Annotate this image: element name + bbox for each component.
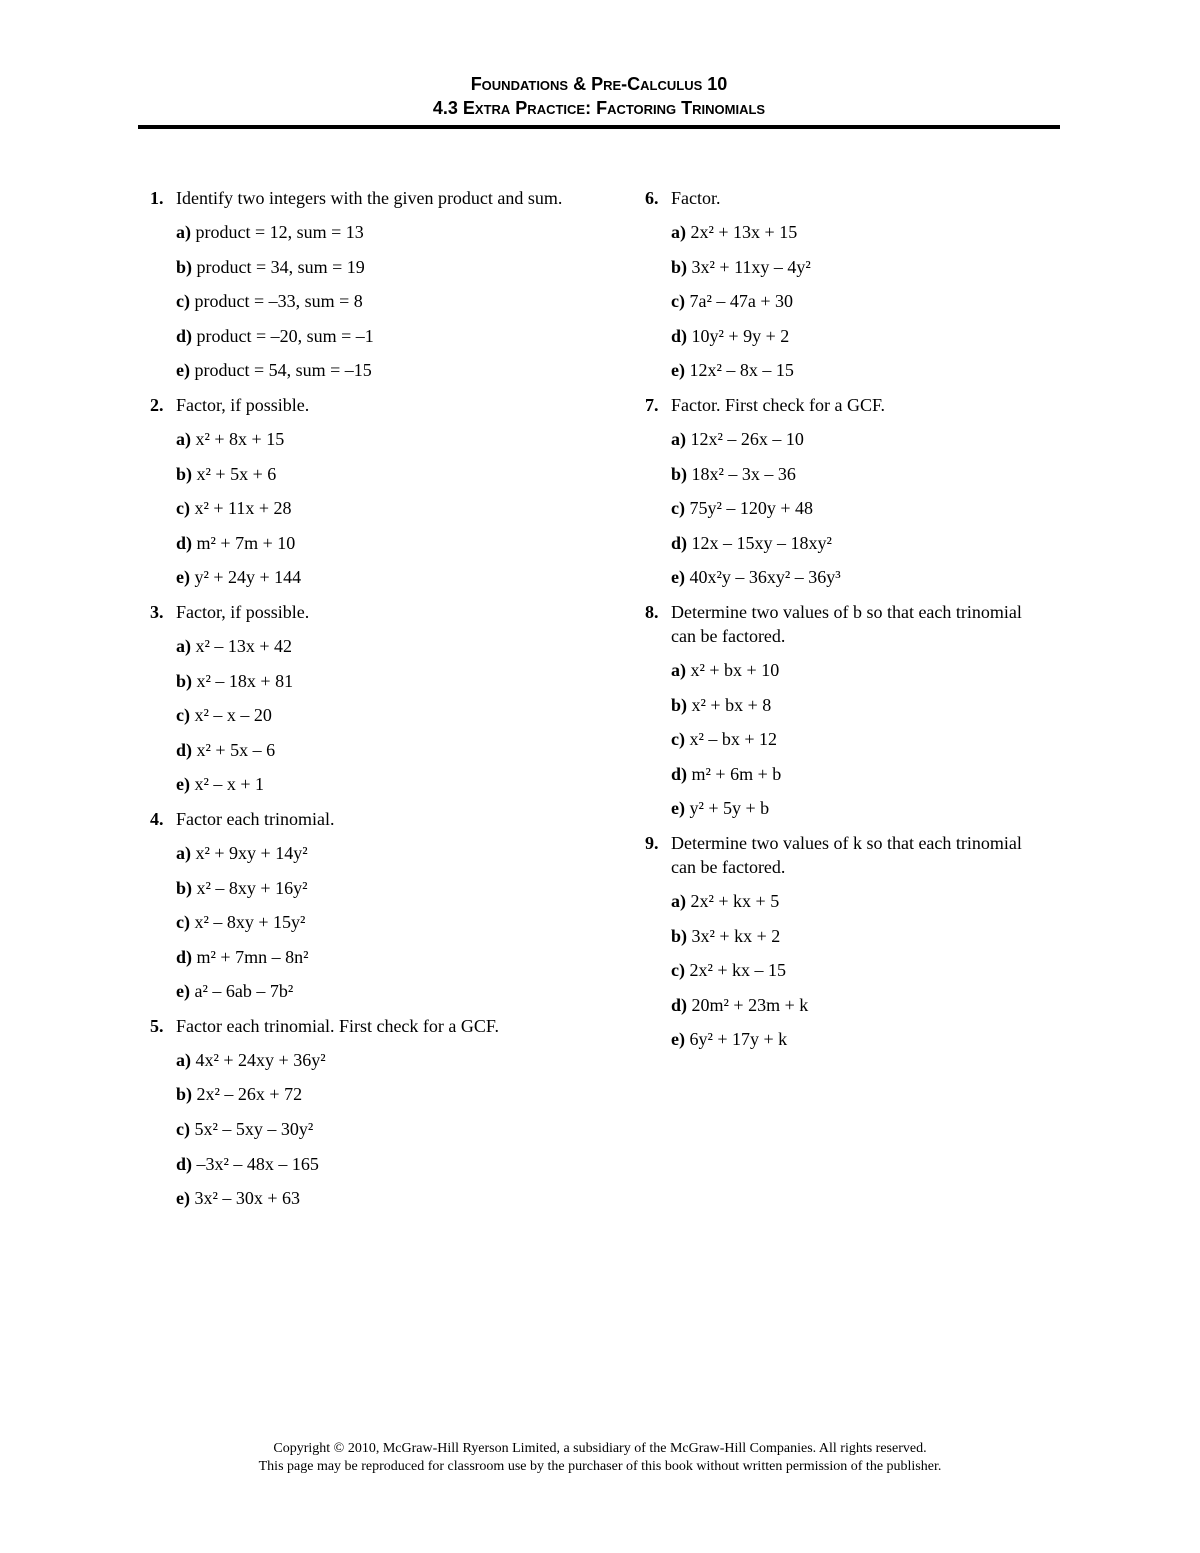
part-label: b) bbox=[176, 463, 193, 484]
problem-part bbox=[150, 358, 570, 382]
problem-part bbox=[645, 958, 1045, 982]
problem-number: 5. bbox=[150, 1015, 164, 1036]
problem-part bbox=[645, 762, 1045, 786]
part-label: a) bbox=[671, 890, 686, 911]
part-label: d) bbox=[176, 325, 193, 346]
problem-part bbox=[645, 693, 1045, 717]
part-label: a) bbox=[176, 635, 191, 656]
problem-part bbox=[150, 910, 570, 934]
problem-part bbox=[150, 496, 570, 520]
problem-prompt bbox=[150, 186, 570, 210]
part-label: a) bbox=[176, 222, 191, 242]
problem-part bbox=[150, 841, 570, 865]
part-expression: 2x² – 26x + 72 bbox=[196, 1084, 303, 1105]
problem-prompt bbox=[150, 600, 570, 624]
problem-3 bbox=[150, 600, 570, 796]
problem-9 bbox=[645, 831, 1045, 1051]
part-expression: x² + 9xy + 14y² bbox=[195, 842, 308, 863]
part-label: a) bbox=[671, 222, 686, 242]
problem-part bbox=[150, 427, 570, 451]
problem-instruction: Determine two values of b so that each trinomial can be factored. bbox=[671, 601, 1022, 646]
problem-prompt bbox=[645, 186, 1045, 210]
problem-part bbox=[150, 255, 570, 279]
problem-part bbox=[645, 924, 1045, 948]
part-label: e) bbox=[176, 981, 190, 1002]
problem-number: 9. bbox=[645, 832, 659, 853]
part-expression: product = 54, sum = –15 bbox=[194, 360, 372, 381]
part-label: b) bbox=[176, 670, 193, 691]
part-label: c) bbox=[176, 1119, 190, 1140]
problem-part bbox=[645, 658, 1045, 682]
part-expression: x² + 5x – 6 bbox=[196, 739, 276, 760]
problem-part bbox=[150, 876, 570, 900]
part-expression: –3x² – 48x – 165 bbox=[196, 1153, 319, 1174]
part-label: b) bbox=[671, 925, 688, 946]
problem-instruction: Factor. First check for a GCF. bbox=[671, 394, 886, 415]
part-expression: x² + 5x + 6 bbox=[196, 463, 277, 484]
problem-part bbox=[645, 220, 1045, 244]
part-label: c) bbox=[176, 912, 190, 933]
problem-part bbox=[645, 496, 1045, 520]
problem-part bbox=[150, 772, 570, 796]
part-label: a) bbox=[176, 842, 191, 863]
problem-part bbox=[645, 427, 1045, 451]
part-label: e) bbox=[176, 360, 190, 381]
part-expression: x² – 8xy + 16y² bbox=[196, 877, 308, 898]
problem-number: 4. bbox=[150, 808, 164, 829]
problem-part bbox=[645, 462, 1045, 486]
part-expression: 6y² + 17y + k bbox=[689, 1029, 788, 1050]
problem-instruction: Factor. bbox=[671, 188, 721, 208]
part-expression: 2x² + 13x + 15 bbox=[690, 222, 798, 242]
page-title: Foundations & Pre-Calculus 10 bbox=[470, 74, 728, 94]
part-label: a) bbox=[176, 1049, 191, 1070]
part-expression: 5x² – 5xy – 30y² bbox=[194, 1119, 314, 1140]
part-expression: y² + 5y + b bbox=[689, 798, 770, 819]
part-expression: 10y² + 9y + 2 bbox=[691, 325, 790, 346]
problem-prompt bbox=[645, 600, 1045, 648]
problem-part bbox=[645, 1027, 1045, 1051]
problem-prompt bbox=[150, 393, 570, 417]
part-label: b) bbox=[671, 694, 688, 715]
permission-line: This page may be reproduced for classroom use by the purchaser of this book without written permission of the publisher. bbox=[258, 1459, 942, 1474]
part-expression: x² – x – 20 bbox=[194, 705, 272, 726]
problem-7 bbox=[645, 393, 1045, 589]
part-expression: a² – 6ab – 7b² bbox=[194, 981, 294, 1002]
problem-prompt bbox=[150, 807, 570, 831]
problem-part bbox=[150, 669, 570, 693]
problem-part bbox=[645, 796, 1045, 820]
part-label: d) bbox=[176, 946, 193, 967]
problem-part bbox=[150, 289, 570, 313]
problem-number: 1. bbox=[150, 188, 164, 208]
problem-number: 2. bbox=[150, 394, 164, 415]
part-label: e) bbox=[671, 1029, 685, 1050]
page-subtitle: 4.3 Extra Practice: Factoring Trinomials bbox=[432, 98, 766, 118]
part-label: e) bbox=[671, 567, 685, 588]
part-expression: 12x – 15xy – 18xy² bbox=[691, 532, 832, 553]
part-label: b) bbox=[176, 256, 193, 277]
part-expression: x² + bx + 8 bbox=[691, 694, 772, 715]
left-column bbox=[150, 186, 570, 1221]
part-label: e) bbox=[176, 567, 190, 588]
problem-number: 7. bbox=[645, 394, 659, 415]
problem-part bbox=[645, 289, 1045, 313]
problem-number: 8. bbox=[645, 601, 659, 622]
problem-prompt bbox=[150, 1014, 570, 1038]
part-expression: 7a² – 47a + 30 bbox=[689, 291, 794, 312]
part-label: c) bbox=[176, 705, 190, 726]
part-label: b) bbox=[176, 877, 193, 898]
part-expression: x² + bx + 10 bbox=[690, 659, 780, 680]
part-expression: product = 12, sum = 13 bbox=[195, 222, 364, 242]
part-label: e) bbox=[671, 798, 685, 819]
problem-part bbox=[150, 634, 570, 658]
part-expression: 12x² – 26x – 10 bbox=[690, 428, 804, 449]
part-label: d) bbox=[176, 1153, 193, 1174]
problem-2 bbox=[150, 393, 570, 589]
part-expression: 40x²y – 36xy² – 36y³ bbox=[689, 567, 841, 588]
part-label: e) bbox=[176, 1188, 190, 1209]
problem-part bbox=[645, 358, 1045, 382]
problem-number: 3. bbox=[150, 601, 164, 622]
part-expression: x² – bx + 12 bbox=[689, 729, 778, 750]
copyright-footer bbox=[100, 1440, 1100, 1476]
problem-part bbox=[150, 462, 570, 486]
problem-part bbox=[150, 565, 570, 589]
problem-part bbox=[150, 1186, 570, 1210]
problem-instruction: Determine two values of k so that each trinomial can be factored. bbox=[671, 832, 1022, 877]
problem-instruction: Identify two integers with the given product and sum. bbox=[176, 188, 563, 208]
part-expression: 75y² – 120y + 48 bbox=[689, 498, 814, 519]
part-expression: 12x² – 8x – 15 bbox=[689, 360, 794, 381]
part-expression: m² + 7mn – 8n² bbox=[196, 946, 309, 967]
part-expression: x² – 13x + 42 bbox=[195, 635, 293, 656]
problem-part bbox=[645, 727, 1045, 751]
part-label: c) bbox=[671, 960, 685, 981]
problem-8 bbox=[645, 600, 1045, 820]
right-column bbox=[645, 186, 1045, 1062]
problem-instruction: Factor each trinomial. bbox=[176, 808, 335, 829]
problem-part bbox=[645, 531, 1045, 555]
part-label: c) bbox=[671, 729, 685, 750]
part-expression: 18x² – 3x – 36 bbox=[691, 463, 796, 484]
part-label: e) bbox=[671, 360, 685, 381]
part-expression: x² + 11x + 28 bbox=[194, 498, 292, 519]
problem-part bbox=[150, 1048, 570, 1072]
problem-1 bbox=[150, 186, 570, 382]
problem-part bbox=[150, 1117, 570, 1141]
part-expression: 3x² + 11xy – 4y² bbox=[691, 256, 811, 277]
problem-part bbox=[150, 703, 570, 727]
part-label: c) bbox=[671, 291, 685, 312]
part-expression: x² + 8x + 15 bbox=[195, 428, 285, 449]
part-label: b) bbox=[671, 256, 688, 277]
problem-part bbox=[150, 220, 570, 244]
problem-part bbox=[150, 1082, 570, 1106]
problem-instruction: Factor each trinomial. First check for a GCF. bbox=[176, 1015, 499, 1036]
copyright-line: Copyright © 2010, McGraw-Hill Ryerson Limited, a subsidiary of the McGraw-Hill Companies. All rights reserved. bbox=[273, 1441, 927, 1456]
part-expression: m² + 6m + b bbox=[691, 763, 782, 784]
header-rule bbox=[138, 125, 1060, 129]
part-expression: product = –20, sum = –1 bbox=[196, 325, 374, 346]
problem-prompt bbox=[645, 831, 1045, 879]
problem-prompt bbox=[645, 393, 1045, 417]
part-expression: 20m² + 23m + k bbox=[691, 994, 809, 1015]
part-expression: 3x² + kx + 2 bbox=[691, 925, 781, 946]
part-expression: 3x² – 30x + 63 bbox=[194, 1188, 301, 1209]
problem-part bbox=[645, 565, 1045, 589]
problem-instruction: Factor, if possible. bbox=[176, 601, 310, 622]
part-expression: 4x² + 24xy + 36y² bbox=[195, 1049, 326, 1070]
part-expression: x² – 8xy + 15y² bbox=[194, 912, 306, 933]
part-label: c) bbox=[671, 498, 685, 519]
problem-part bbox=[150, 979, 570, 1003]
problem-5 bbox=[150, 1014, 570, 1210]
problem-instruction: Factor, if possible. bbox=[176, 394, 310, 415]
problem-6 bbox=[645, 186, 1045, 382]
problem-part bbox=[150, 945, 570, 969]
part-label: c) bbox=[176, 291, 190, 312]
problem-part bbox=[645, 255, 1045, 279]
part-expression: product = –33, sum = 8 bbox=[194, 291, 363, 312]
part-label: d) bbox=[176, 739, 193, 760]
problem-part bbox=[150, 531, 570, 555]
part-expression: 2x² + kx – 15 bbox=[689, 960, 787, 981]
part-label: e) bbox=[176, 774, 190, 795]
part-label: c) bbox=[176, 498, 190, 519]
part-expression: m² + 7m + 10 bbox=[196, 532, 296, 553]
problem-number: 6. bbox=[645, 188, 659, 208]
part-label: d) bbox=[176, 532, 193, 553]
page-header bbox=[138, 72, 1060, 120]
part-expression: x² – x + 1 bbox=[194, 774, 265, 795]
problem-part bbox=[150, 1152, 570, 1176]
problem-part bbox=[645, 324, 1045, 348]
part-expression: y² + 24y + 144 bbox=[194, 567, 302, 588]
problem-4 bbox=[150, 807, 570, 1003]
part-label: b) bbox=[176, 1084, 193, 1105]
problem-part bbox=[150, 324, 570, 348]
part-label: d) bbox=[671, 325, 688, 346]
part-expression: product = 34, sum = 19 bbox=[196, 256, 365, 277]
part-label: a) bbox=[671, 659, 686, 680]
problem-part bbox=[645, 993, 1045, 1017]
part-label: b) bbox=[671, 463, 688, 484]
part-label: d) bbox=[671, 532, 688, 553]
part-label: d) bbox=[671, 763, 688, 784]
part-expression: 2x² + kx + 5 bbox=[690, 890, 780, 911]
part-label: a) bbox=[671, 428, 686, 449]
part-label: a) bbox=[176, 428, 191, 449]
problem-part bbox=[150, 738, 570, 762]
part-expression: x² – 18x + 81 bbox=[196, 670, 294, 691]
part-label: d) bbox=[671, 994, 688, 1015]
problem-part bbox=[645, 889, 1045, 913]
